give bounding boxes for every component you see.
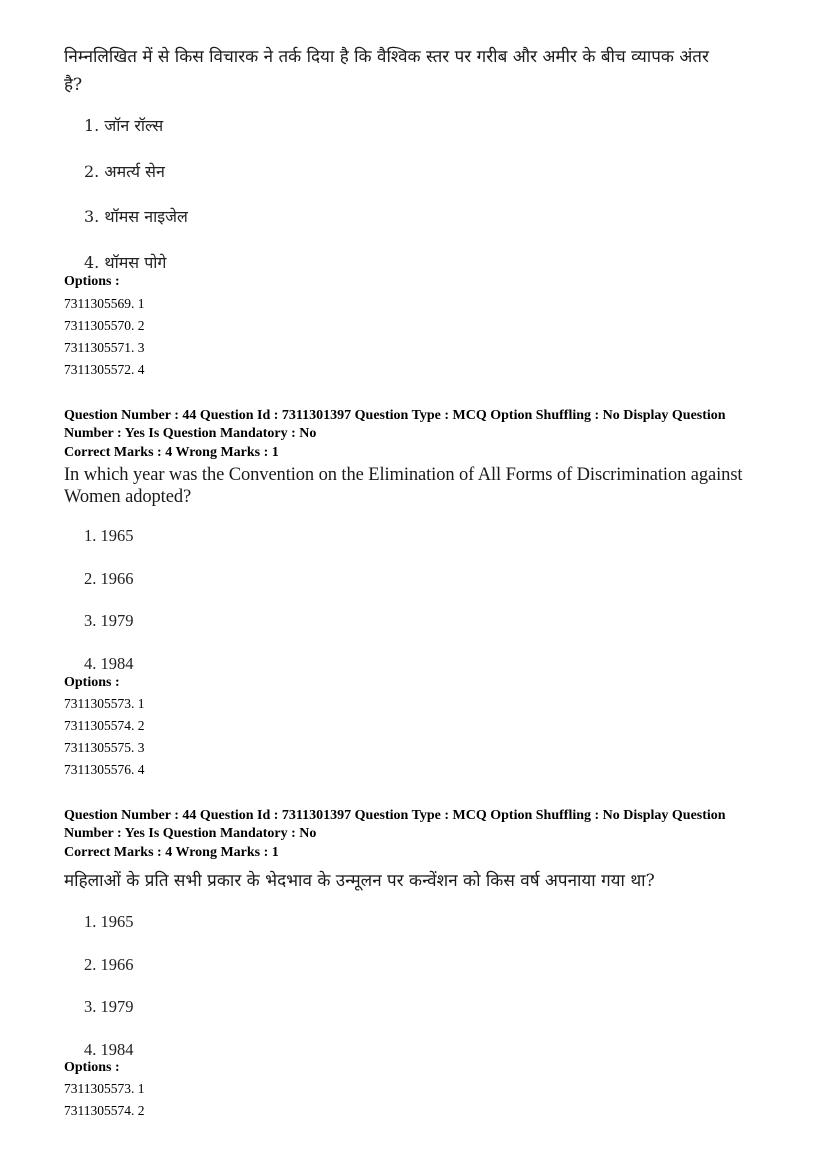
- option-id-1: 7311305573. 1: [64, 1081, 145, 1096]
- question-meta-line1: Question Number : 44 Question Id : 7311301397 Question Type : MCQ Option Shuffling : No Display Question: [64, 408, 726, 423]
- question-text-hindi-line2: है?: [64, 75, 83, 95]
- question-meta-line2: Number : Yes Is Question Mandatory : No: [64, 826, 317, 841]
- option-3: 3. 1979: [84, 611, 134, 630]
- question-meta-line2: Number : Yes Is Question Mandatory : No: [64, 426, 317, 441]
- correct-marks-line: Correct Marks : 4 Wrong Marks : 1: [64, 845, 279, 860]
- option-2: 2. 1966: [84, 569, 134, 588]
- option-id-2: 7311305570. 2: [64, 318, 145, 333]
- option-id-1: 7311305569. 1: [64, 296, 145, 311]
- option-id-2: 7311305574. 2: [64, 1103, 145, 1118]
- option-1: 1. 1965: [84, 912, 134, 931]
- option-id-4: 7311305576. 4: [64, 762, 145, 777]
- question-text-line1: In which year was the Convention on the Elimination of All Forms of Discrimination against: [64, 465, 743, 485]
- question-text-hindi-line1: निम्नलिखित में से किस विचारक ने तर्क दिया है कि वैश्विक स्तर पर गरीब और अमीर के बीच व्यापक अंतर: [64, 47, 709, 67]
- question-text-hindi: महिलाओं के प्रति सभी प्रकार के भेदभाव के उन्मूलन पर कन्वेंशन को किस वर्ष अपनाया गया था?: [64, 871, 655, 891]
- options-label: Options :: [64, 274, 120, 289]
- option-id-4: 7311305572. 4: [64, 362, 145, 377]
- option-1: 1. 1965: [84, 526, 134, 545]
- option-4: 4. थॉमस पोगे: [84, 253, 167, 272]
- option-id-2: 7311305574. 2: [64, 718, 145, 733]
- options-label: Options :: [64, 1060, 120, 1075]
- option-1: 1. जॉन रॉल्स: [84, 116, 164, 135]
- option-id-3: 7311305575. 3: [64, 740, 145, 755]
- options-label: Options :: [64, 675, 120, 690]
- option-id-3: 7311305571. 3: [64, 340, 145, 355]
- question-meta-line1: Question Number : 44 Question Id : 7311301397 Question Type : MCQ Option Shuffling : No Display Question: [64, 808, 726, 823]
- option-id-1: 7311305573. 1: [64, 696, 145, 711]
- option-2: 2. 1966: [84, 955, 134, 974]
- option-4: 4. 1984: [84, 1040, 134, 1059]
- question-text-line2: Women adopted?: [64, 487, 192, 507]
- option-4: 4. 1984: [84, 654, 134, 673]
- option-3: 3. 1979: [84, 997, 134, 1016]
- option-2: 2. अमर्त्य सेन: [84, 162, 165, 181]
- option-3: 3. थॉमस नाइजेल: [84, 207, 188, 226]
- correct-marks-line: Correct Marks : 4 Wrong Marks : 1: [64, 445, 279, 460]
